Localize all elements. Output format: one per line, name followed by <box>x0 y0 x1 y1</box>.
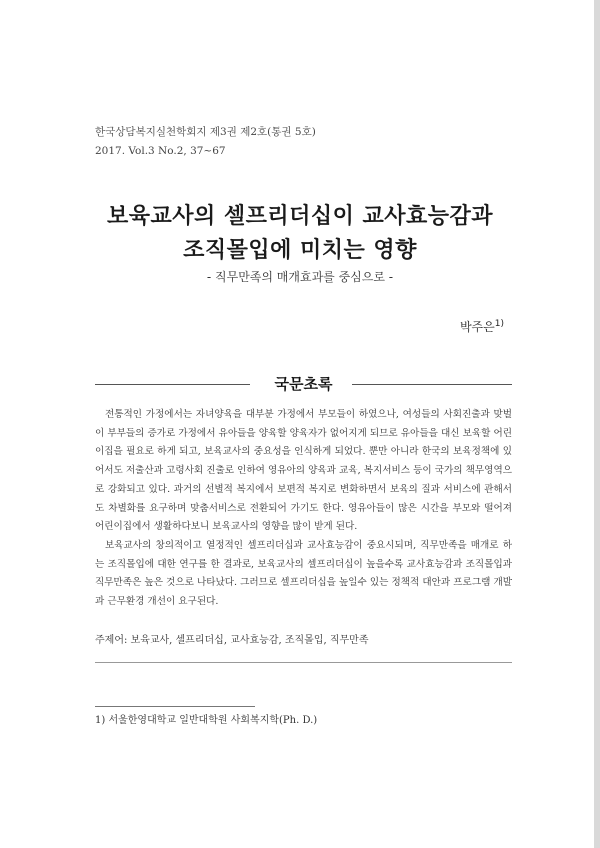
abstract-header <box>95 373 512 397</box>
author-name: 박주은 <box>459 320 495 334</box>
journal-issue: 2017. Vol.3 No.2, 37~67 <box>95 145 226 157</box>
author-footnote-mark: 1) <box>494 319 504 329</box>
footnote: 1) 서울한영대학교 일반대학원 사회복지학(Ph. D.) <box>95 715 318 726</box>
page-edge <box>594 0 600 848</box>
keywords: 주제어: 보육교사, 셀프리더십, 교사효능감, 조직몰입, 직무만족 <box>95 635 369 646</box>
abstract-paragraph-2: 보육교사의 창의적이고 열정적인 셀프리더십과 교사효능감이 중요시되며, 직무만족을 매개로 하는 조직몰입에 대한 연구를 한 결과로, 보육교사의 셀프리더십이 높을수록 교사효능감과 조직몰입과 직무만족은 높은 것으로 나타났다. 그러므로 셀프리더십을 높일수 있는 정책적 대안과 프로그램 개발과 근무환경 개선이 요구된다. <box>95 539 512 608</box>
abstract-heading: 국문초록 <box>274 375 333 393</box>
abstract-paragraph-1: 전통적인 가정에서는 자녀양육을 대부분 가정에서 부모들이 하였으나, 여성들의 사회진출과 맞벌이 부부들의 증가로 가정에서 유아들을 양육할 양육자가 없어지게 되므로 유아들을 대신 보육할 어린이집을 필요로 하게 되고, 보육교사의 중요성을 인식하게 되었다. 뿐만 아니라 한국의 보육정책에 있어서도 저출산과 고령사회 진출로 인하여 영유아의 양육과 교육, 복지서비스 등이 국가의 책무영역으로 강화되고 있다. 과거의 선별적 복지에서 보편적 복지로 변화하면서 보육의 질과 서비스에 관해서도 차별화를 요구하며 맞춤서비스로 전환되어 가기도 한다. 영유아들이 많은 시간을 부모와 떨어져 어린이집에서 생활하다보니 보육교사의 영향을 많이 받게 된다. <box>95 409 512 533</box>
author <box>460 318 504 335</box>
footnote-rule <box>95 706 255 707</box>
journal-name: 한국상담복지실천학회지 제3권 제2호(통권 5호) <box>95 126 316 138</box>
journal-info <box>95 123 316 161</box>
paper-title-line1: 보육교사의 셀프리더십이 교사효능감과 <box>106 204 494 229</box>
paper-title-line2: 조직몰입에 미치는 영향 <box>183 238 417 263</box>
paper-subtitle: - 직무만족의 매개효과를 중심으로 - <box>206 270 394 284</box>
keywords-divider <box>95 662 512 663</box>
abstract-body <box>95 406 512 612</box>
abstract-rule-right <box>352 384 512 385</box>
